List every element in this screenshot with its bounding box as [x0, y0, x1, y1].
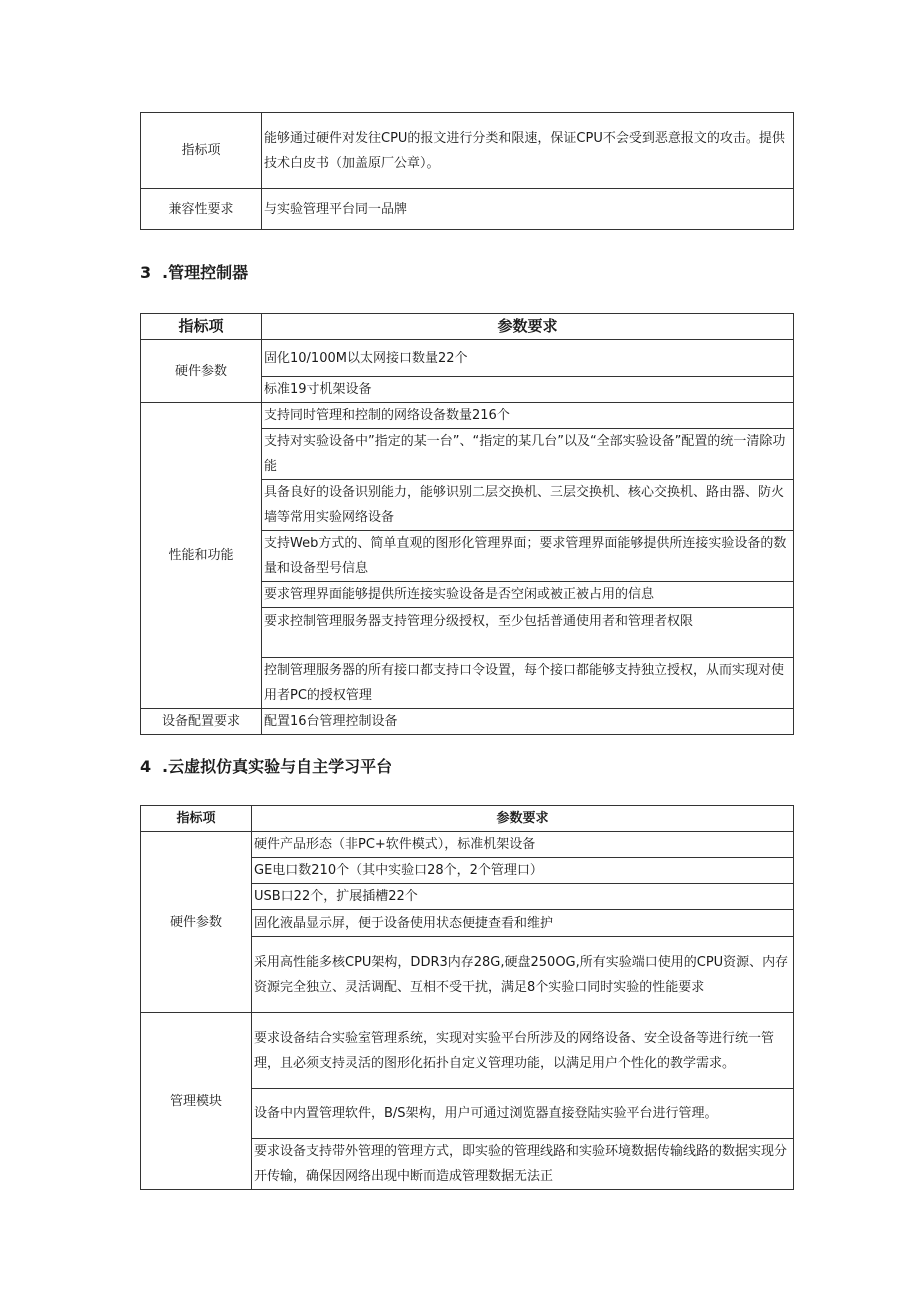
row-value: 具备良好的设备识别能力，能够识别二层交换机、三层交换机、核心交换机、路由器、防火墙等常用实验网络设备	[262, 480, 794, 531]
row-value: USB口22个，扩展插槽22个	[252, 884, 794, 910]
column-header: 指标项	[141, 314, 262, 340]
column-header: 指标项	[141, 806, 252, 832]
row-value: 硬件产品形态（非PC+软件模式），标准机架设备	[252, 832, 794, 858]
section-heading	[140, 260, 248, 283]
table-row	[141, 832, 794, 858]
row-label: 指标项	[141, 113, 262, 189]
table-header-row	[141, 314, 794, 340]
row-value: 标准19寸机架设备	[262, 377, 794, 403]
table-cpu-protection	[140, 112, 794, 230]
row-value: 固化10/100M以太网接口数量22个	[262, 340, 794, 377]
row-label: 设备配置要求	[141, 709, 262, 735]
row-value: 采用高性能多核CPU架构，DDR3内存28G,硬盘250OG,所有实验端口使用的CPU资源、内存资源完全独立、灵活调配、互相不受干扰，满足8个实验口同时实验的性能要求	[252, 937, 794, 1013]
table-header-row	[141, 806, 794, 832]
section-number: 3	[140, 263, 152, 282]
column-header: 参数要求	[252, 806, 794, 832]
row-value: 配置16台管理控制设备	[262, 709, 794, 735]
row-value: 要求设备支持带外管理的管理方式，即实验的管理线路和实验环境数据传输线路的数据实现分开传输，确保因网络出现中断而造成管理数据无法正	[252, 1139, 794, 1190]
row-value: 支持对实验设备中”指定的某一台”、“指定的某几台”以及“全部实验设备”配置的统一清除功能	[262, 429, 794, 480]
section-number: 4	[140, 757, 152, 776]
row-value: 控制管理服务器的所有接口都支持口令设置，每个接口都能够支持独立授权，从而实现对使用者PC的授权管理	[262, 658, 794, 709]
row-value: 支持同时管理和控制的网络设备数量216个	[262, 403, 794, 429]
row-value: 支持Web方式的、简单直观的图形化管理界面；要求管理界面能够提供所连接实验设备的数量和设备型号信息	[262, 531, 794, 582]
row-group-label: 性能和功能	[141, 403, 262, 709]
section-title: .云虚拟仿真实验与自主学习平台	[162, 757, 393, 776]
table-row	[141, 340, 794, 377]
row-label: 兼容性要求	[141, 189, 262, 230]
table-row	[141, 1013, 794, 1089]
table-cloud-platform	[140, 805, 794, 1190]
row-value: 要求管理界面能够提供所连接实验设备是否空闲或被正被占用的信息	[262, 582, 794, 608]
row-value: GE电口数210个（其中实验口28个，2个管理口）	[252, 858, 794, 884]
section-title: .管理控制器	[162, 263, 249, 282]
row-value: 能够通过硬件对发往CPU的报文进行分类和限速，保证CPU不会受到恶意报文的攻击。提供技术白皮书（加盖原厂公章）。	[262, 113, 794, 189]
row-value: 要求设备结合实验室管理系统，实现对实验平台所涉及的网络设备、安全设备等进行统一管理，且必须支持灵活的图形化拓扑自定义管理功能，以满足用户个性化的教学需求。	[252, 1013, 794, 1089]
table-row	[141, 709, 794, 735]
column-header: 参数要求	[262, 314, 794, 340]
table-management-controller	[140, 313, 794, 735]
table-row	[141, 403, 794, 429]
table-row	[141, 189, 794, 230]
row-group-label: 硬件参数	[141, 340, 262, 403]
table-row	[141, 113, 794, 189]
row-group-label: 硬件参数	[141, 832, 252, 1013]
row-value: 要求控制管理服务器支持管理分级授权，至少包括普通使用者和管理者权限	[262, 608, 794, 658]
section-heading	[140, 754, 392, 777]
row-value: 设备中内置管理软件，B/S架构，用户可通过浏览器直接登陆实验平台进行管理。	[252, 1089, 794, 1139]
row-value: 与实验管理平台同一品牌	[262, 189, 794, 230]
row-value: 固化液晶显示屏，便于设备使用状态便捷查看和维护	[252, 910, 794, 937]
row-group-label: 管理模块	[141, 1013, 252, 1190]
